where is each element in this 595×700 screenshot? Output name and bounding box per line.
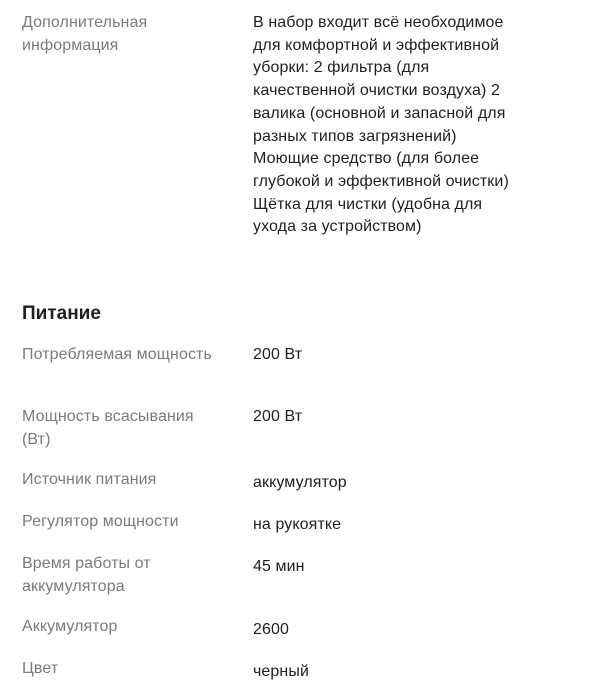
spec-label: Аккумулятор bbox=[22, 618, 118, 635]
spec-value: 200 Вт bbox=[253, 346, 303, 363]
spec-value: В набор входит всё необходимое для комфортной и эффективной уборки: 2 фильтра (для качественной очистки воздуха) 2 валика (основной и запасной для разных типов загрязнений) Моющие средство (для более глубокой и эффективной очистки) Щётка для чистки (удобна для ухода за устройством) bbox=[253, 14, 509, 236]
spec-label: Время работы от аккумулятора bbox=[22, 555, 151, 595]
spec-value: 45 мин bbox=[253, 558, 305, 575]
spec-value: на рукоятке bbox=[253, 516, 342, 533]
section-heading-power: Питание bbox=[22, 303, 101, 324]
spec-value: черный bbox=[253, 663, 310, 680]
spec-label: Цвет bbox=[22, 660, 59, 677]
spec-value: аккумулятор bbox=[253, 474, 347, 491]
spec-label: Потребляемая мощность bbox=[22, 346, 212, 363]
spec-label: Регулятор мощности bbox=[22, 513, 179, 530]
spec-label: Дополнительная информация bbox=[22, 14, 148, 54]
spec-label: Мощность всасывания (Вт) bbox=[22, 408, 194, 448]
spec-value: 200 Вт bbox=[253, 408, 303, 425]
spec-value: 2600 bbox=[253, 621, 289, 638]
spec-label: Источник питания bbox=[22, 471, 157, 488]
